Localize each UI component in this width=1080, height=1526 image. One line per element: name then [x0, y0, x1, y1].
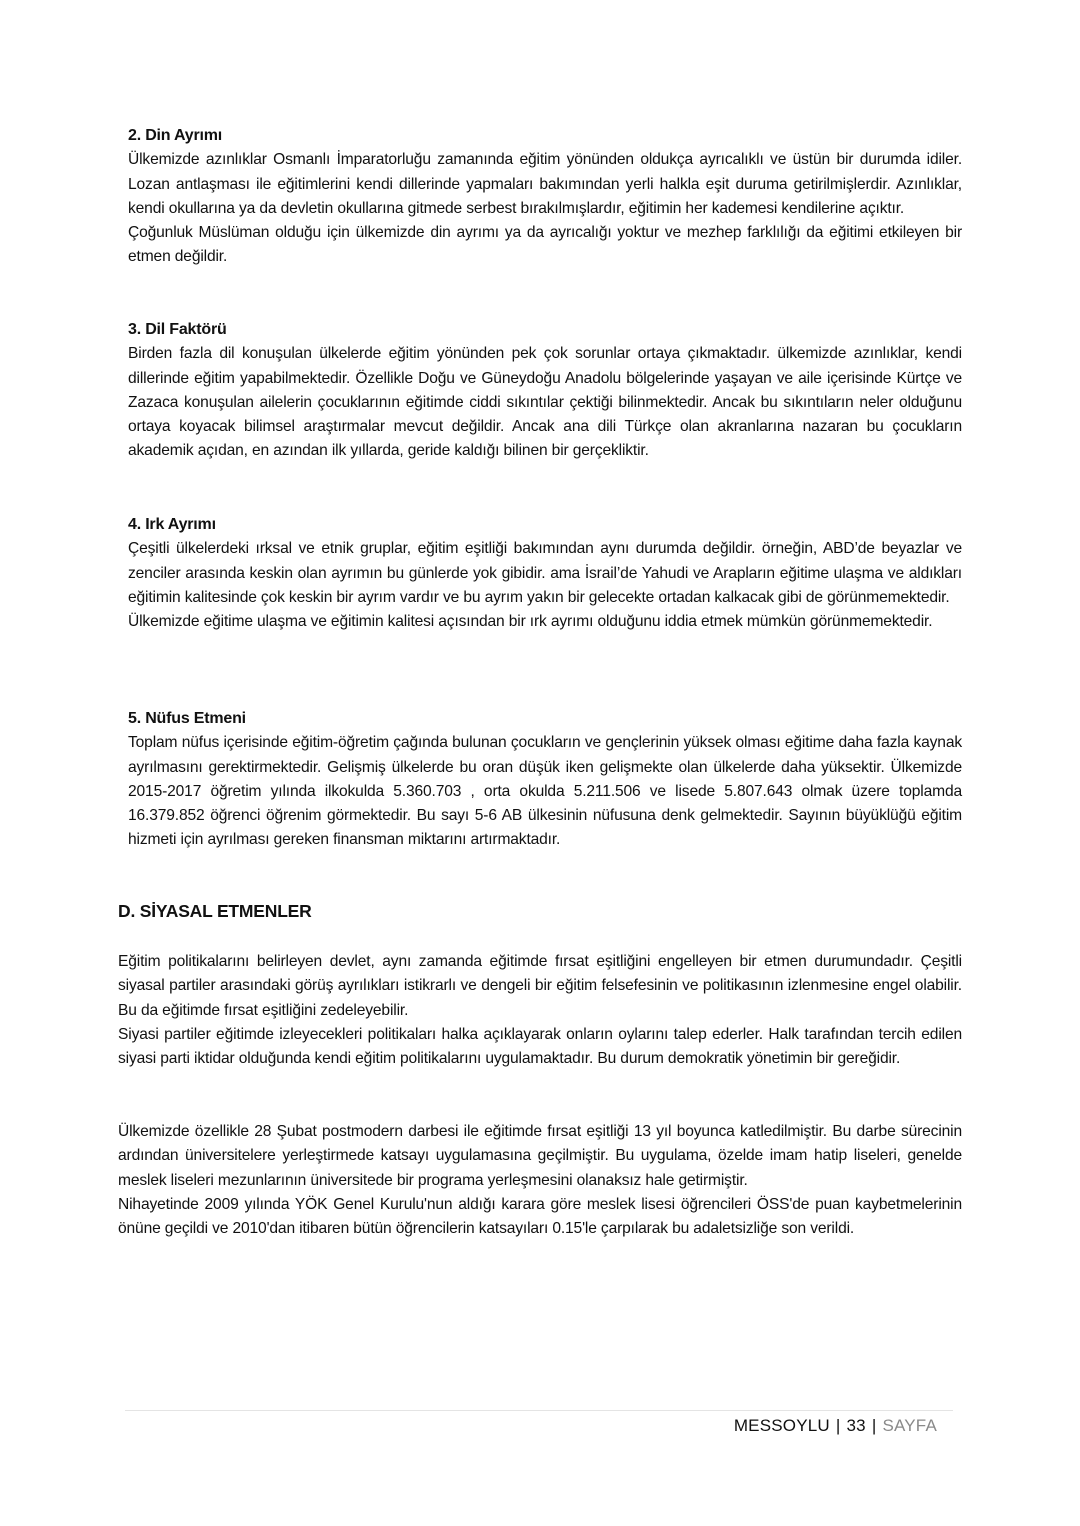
paragraph: Nihayetinde 2009 yılında YÖK Genel Kurulu'nun aldığı karara göre meslek lisesi öğrencileri ÖSS'de puan kaybetmelerinin önüne geçildi ve 2010'dan itibaren bütün öğrencilerin katsayıları 0.15'le çarpılarak bu adaletsizliğe son verildi.	[118, 1195, 962, 1238]
paragraph: Çeşitli ülkelerdeki ırksal ve etnik gruplar, eğitim eşitliği bakımından aynı durumda değildir. örneğin, ABD’de beyazlar ve zenciler arasında keskin olan ayrımın bu günlerde yok gibidir. ama İsrail’de Yahudi ve Arapların eğitime ulaşma ve aldıkları eğitimin kalitesinde çok keskin bir ayrım vardır ve bu ayrım yakın bir gelecekte ortadan kalkacak gibi de görünmemektedir.	[128, 540, 962, 606]
section-nufus-etmeni	[128, 707, 962, 853]
section-heading: 3. Dil Faktörü	[128, 321, 227, 338]
paragraph: Ülkemizde özellikle 28 Şubat postmodern darbesi ile eğitimde fırsat eşitliği 13 yıl boyunca katledilmiştir. Bu darbe sürecinin ardından üniversitelere yerleştirmede katsayı uygulamasına geçilmiştir. Bu uygulama, özelde imam hatip liseleri, genelde meslek liseleri mezunlarının üniversitede bir programa yerleşmesini olanaksız hale getirmiştir.	[118, 1123, 962, 1189]
section-siyasal-etmenler-detail	[118, 1120, 962, 1241]
part-title: D. SİYASAL ETMENLER	[118, 901, 312, 921]
paragraph: Toplam nüfus içerisinde eğitim-öğretim çağında bulunan çocukların ve gençlerinin yüksek olması eğitime daha fazla kaynak ayrılmasını gerektirmektedir. Gelişmiş ülkelerde bu oran düşük iken gelişmekte olan ülkelerde daha yüksektir. Ülkemizde 2015-2017 öğretim yılında ilkokulda 5.360.703 , orta okulda 5.211.506 ve lisede 5.807.643 olmak üzere toplamda 16.379.852 öğrenci öğrenim görmektedir. Bu sayı 5-6 AB ülkesinin nüfusuna denk gelmektedir. Sayının büyüklüğü eğitim hizmeti için ayrılması gereken finansman miktarını artırmaktadır.	[128, 734, 962, 849]
page-footer	[734, 1416, 937, 1436]
page-number: 33	[846, 1416, 866, 1435]
paragraph: Siyasi partiler eğitimde izleyecekleri politikaları halka açıklayarak onların oylarını talep ederler. Halk tarafından tercih edilen siyasi parti iktidar olduğunda kendi eğitim politikalarını uygulamaktadır. Bu durum demokratik yönetimin bir gereğidir.	[118, 1025, 962, 1068]
footer-divider	[125, 1410, 953, 1411]
paragraph: Ülkemizde azınlıklar Osmanlı İmparatorluğu zamanında eğitim yönünden oldukça ayrıcalıklı ve üstün bir durumda idiler. Lozan antlaşması ile eğitimlerini kendi dillerinde yapmaları bakımından yerli halkla eşit duruma getirilmişlerdir. Azınlıklar, kendi okullarına ya da devletin okullarına gitmede serbest bırakılmışlardır, eğitimin her kademesi kendilerine açıktır.	[128, 151, 962, 217]
section-din-ayrimi	[128, 124, 962, 270]
paragraph: Ülkemizde eğitime ulaşma ve eğitimin kalitesi açısından bir ırk ayrımı olduğunu iddia etmek mümkün görünmemektedir.	[128, 613, 933, 631]
footer-author: MESSOYLU	[733, 1416, 830, 1435]
section-heading: 2. Din Ayrımı	[128, 127, 223, 144]
section-heading: 5. Nüfus Etmeni	[128, 710, 246, 727]
section-dil-faktoru	[128, 318, 962, 464]
paragraph: Eğitim politikalarını belirleyen devlet, aynı zamanda eğitimde fırsat eşitliğini engelleyen bir etmen durumundadır. Çeşitli siyasal partiler arasındaki görüş ayrılıkları istikrarlı ve dengeli bir eğitim felsefesinin ve politikasının izlenmesine engel olabilir. Bu da eğitimde fırsat eşitliğini zedeleyebilir.	[118, 953, 962, 1019]
paragraph: Birden fazla dil konuşulan ülkelerde eğitim yönünden pek çok sorunlar ortaya çıkmaktadır. ülkemizde azınlıklar, kendi dillerinde eğitim yapabilmektedir. Özellikle Doğu ve Güneydoğu Anadolu bölgelerinde yaşayan ve aile içerisinde Kürtçe ve Zazaca konuşulan ailelerin çocuklarının eğitimde ciddi sıkıntılar çektiği bilinmektedir. Ancak bu sıkıntıların neler olduğunu ortaya koyacak bilimsel araştırmalar mevcut değildir. Ancak ana dili Türkçe olan akranlarına nazaran bu çocukların akademik açıdan, en azından ilk yıllarda, geride kaldığı bilinen bir gerçekliktir.	[128, 345, 962, 460]
footer-separator: |	[871, 1416, 877, 1435]
section-siyasal-etmenler-intro	[118, 950, 962, 1071]
section-irk-ayrimi	[128, 513, 962, 634]
section-heading: 4. Irk Ayrımı	[128, 516, 216, 533]
footer-separator: |	[835, 1416, 841, 1435]
page-label: SAYFA	[882, 1416, 937, 1435]
paragraph: Çoğunluk Müslüman olduğu için ülkemizde din ayrımı ya da ayrıcalığı yoktur ve mezhep farklılığı da eğitimi etkileyen bir etmen değildir.	[128, 224, 962, 266]
